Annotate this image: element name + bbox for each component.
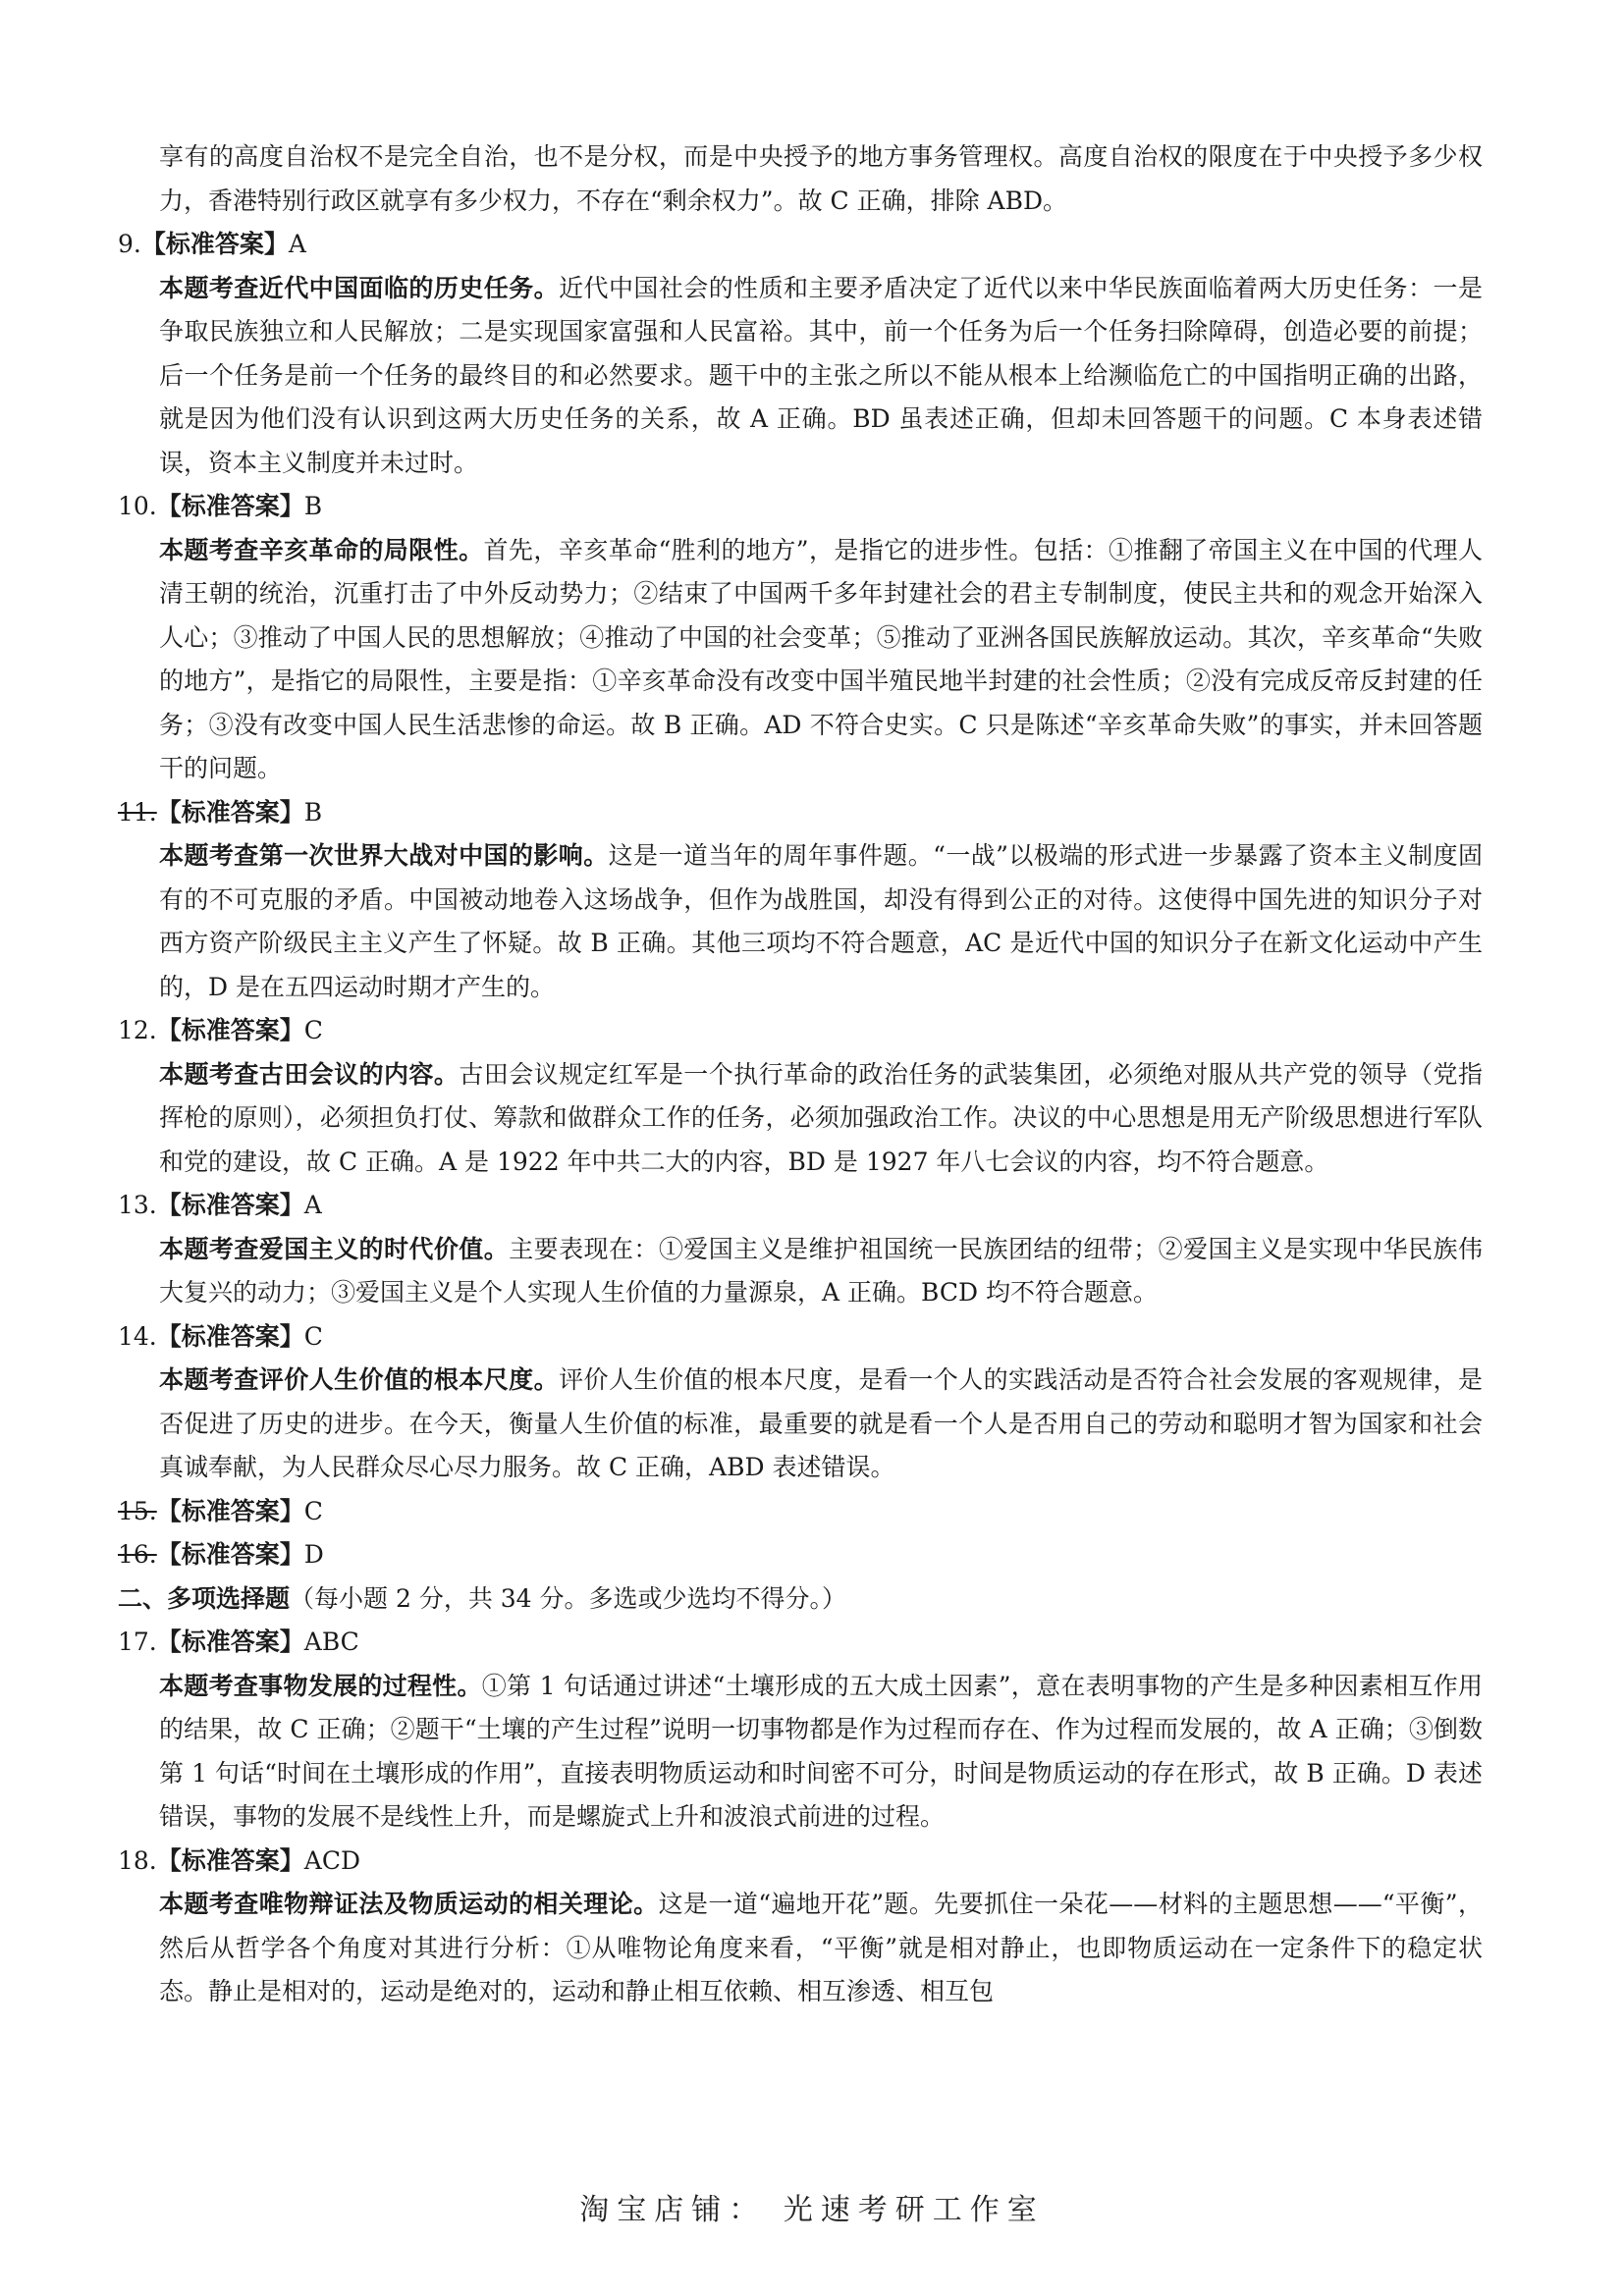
- answer-line-11: [118, 791, 1483, 835]
- answer-line-14: [118, 1315, 1483, 1360]
- question-number: 17.: [118, 1628, 157, 1656]
- answer-tag: 【标准答案】: [156, 1321, 304, 1351]
- explanation-topic: 本题考查近代中国面临的历史任务。: [159, 273, 560, 302]
- answer-line-9: [118, 223, 1483, 267]
- answer-value: ABC: [303, 1628, 359, 1656]
- explanation-text: ①第 1 句话通过讲述“土壤形成的五大成土因素”，意在表明事物的产生是多种因素相互作用的结果，故 C 正确；②题干“土壤的产生过程”说明一切事物都是作为过程而存在、作为过程而发展的，故 A 正确；③倒数第 1 句话“时间在土壤形成的作用”，直接表明物质运动和时间密不可分，时间是物质运动的存在形式，故 B 正确。D 表述错误，事物的发展不是线性上升，而是螺旋式上升和波浪式前进的过程。: [159, 1671, 1483, 1831]
- explanation-9: [159, 267, 1483, 486]
- explanation-text: 评价人生价值的根本尺度，是看一个人的实践活动是否符合社会发展的客观规律，是否促进了历史的进步。在今天，衡量人生价值的标准，最重要的就是看一个人是否用自己的劳动和聪明才智为国家和社会真诚奉献，为人民群众尽心尽力服务。故 C 正确，ABD 表述错误。: [159, 1365, 1483, 1481]
- explanation-18: [159, 1883, 1483, 2014]
- page-footer: 淘宝店铺： 光速考研工作室: [579, 2193, 1045, 2227]
- answer-line-12: [118, 1009, 1483, 1053]
- question-number: 18.: [118, 1845, 157, 1875]
- answer-line-16: [118, 1533, 1483, 1577]
- answer-value: C: [303, 1496, 323, 1525]
- question-number: 14.: [118, 1321, 157, 1351]
- answer-tag: 【标准答案】: [156, 1845, 304, 1875]
- explanation-topic: 本题考查辛亥革命的局限性。: [159, 535, 484, 564]
- question-number: 15.: [118, 1496, 157, 1525]
- explanation-10: [159, 529, 1483, 791]
- page-content: [118, 135, 1483, 2014]
- answer-line-17: [118, 1621, 1483, 1665]
- answer-tag: 【标准答案】: [156, 1191, 304, 1219]
- answer-value: ACD: [303, 1845, 361, 1875]
- explanation-13: [159, 1228, 1483, 1315]
- question-number: 9.: [118, 230, 141, 258]
- explanation-topic: 本题考查事物发展的过程性。: [159, 1671, 482, 1700]
- answer-value: B: [303, 492, 323, 520]
- answer-tag: 【标准答案】: [156, 492, 304, 520]
- question-number: 16.: [118, 1540, 157, 1569]
- question-number: 10.: [118, 492, 157, 520]
- section-heading: [118, 1577, 1483, 1622]
- answer-tag: 【标准答案】: [156, 797, 304, 827]
- section-note: （每小题 2 分，共 34 分。多选或少选均不得分。）: [290, 1583, 847, 1613]
- explanation-topic: 本题考查评价人生价值的根本尺度。: [159, 1365, 560, 1394]
- answer-tag: 【标准答案】: [156, 1496, 304, 1525]
- answer-line-18: [118, 1840, 1483, 1884]
- answer-tag: 【标准答案】: [156, 1540, 304, 1569]
- explanation-text: 近代中国社会的性质和主要矛盾决定了近代以来中华民族面临着两大历史任务：一是争取民族独立和人民解放；二是实现国家富强和人民富裕。其中，前一个任务为后一个任务扫除障碍，创造必要的前提；后一个任务是前一个任务的最终目的和必然要求。题干中的主张之所以不能从根本上给濒临危亡的中国指明正确的出路，就是因为他们没有认识到这两大历史任务的关系，故 A 正确。BD 虽表述正确，但却未回答题干的问题。C 本身表述错误，资本主义制度并未过时。: [159, 273, 1483, 477]
- answer-value: A: [288, 230, 306, 258]
- explanation-12: [159, 1053, 1483, 1185]
- answer-value: A: [303, 1191, 322, 1219]
- answer-value: B: [303, 797, 323, 827]
- explanation-text: 主要表现在：①爱国主义是维护祖国统一民族团结的纽带；②爱国主义是实现中华民族伟大复兴的动力；③爱国主义是个人实现人生价值的力量源泉，A 正确。BCD 均不符合题意。: [159, 1234, 1483, 1307]
- question-number: 13.: [118, 1191, 157, 1219]
- section-title: 二、多项选择题: [118, 1583, 291, 1613]
- answer-value: C: [303, 1321, 323, 1351]
- answer-line-13: [118, 1184, 1483, 1228]
- answer-value: C: [303, 1016, 323, 1044]
- answer-value: D: [303, 1540, 324, 1569]
- answer-line-10: [118, 485, 1483, 529]
- explanation-topic: 本题考查唯物辩证法及物质运动的相关理论。: [159, 1890, 659, 1918]
- explanation-text: 这是一道“遍地开花”题。先要抓住一朵花——材料的主题思想——“平衡”，然后从哲学各个角度对其进行分析：①从唯物论角度来看，“平衡”就是相对静止，也即物质运动在一定条件下的稳定状态。静止是相对的，运动是绝对的，运动和静止相互依赖、相互渗透、相互包: [159, 1890, 1483, 2005]
- question-number: 12.: [118, 1016, 157, 1044]
- answer-tag: 【标准答案】: [156, 1016, 304, 1044]
- explanation-text: 这是一道当年的周年事件题。“一战”以极端的形式进一步暴露了资本主义制度固有的不可克服的矛盾。中国被动地卷入这场战争，但作为战胜国，却没有得到公正的对待。这使得中国先进的知识分子对西方资产阶级民主主义产生了怀疑。故 B 正确。其他三项均不符合题意，AC 是近代中国的知识分子在新文化运动中产生的，D 是在五四运动时期才产生的。: [159, 841, 1483, 1001]
- explanation-17: [159, 1665, 1483, 1840]
- intro-paragraph: 享有的高度自治权不是完全自治，也不是分权，而是中央授予的地方事务管理权。高度自治权的限度在于中央授予多少权力，香港特别行政区就享有多少权力，不存在“剩余权力”。故 C 正确，排除 ABD。: [159, 142, 1483, 215]
- answer-tag: 【标准答案】: [140, 230, 289, 258]
- answer-tag: 【标准答案】: [156, 1628, 304, 1656]
- explanation-text: 古田会议规定红军是一个执行革命的政治任务的武装集团，必须绝对服从共产党的领导（党指挥枪的原则），必须担负打仗、筹款和做群众工作的任务，必须加强政治工作。决议的中心思想是用无产阶级思想进行军队和党的建设，故 C 正确。A 是 1922 年中共二大的内容，BD 是 1927 年八七会议的内容，均不符合题意。: [159, 1059, 1483, 1176]
- explanation-14: [159, 1359, 1483, 1490]
- answer-line-15: [118, 1490, 1483, 1534]
- question-number: 11.: [118, 797, 157, 827]
- explanation-topic: 本题考查古田会议的内容。: [159, 1059, 460, 1089]
- explanation-topic: 本题考查第一次世界大战对中国的影响。: [159, 841, 609, 870]
- explanation-text: 首先，辛亥革命“胜利的地方”，是指它的进步性。包括：①推翻了帝国主义在中国的代理人清王朝的统治，沉重打击了中外反动势力；②结束了中国两千多年封建社会的君主专制制度，使民主共和的观念开始深入人心；③推动了中国人民的思想解放；④推动了中国的社会变革；⑤推动了亚洲各国民族解放运动。其次，辛亥革命“失败的地方”，是指它的局限性，主要是指：①辛亥革命没有改变中国半殖民地半封建的社会性质；②没有完成反帝反封建的任务；③没有改变中国人民生活悲惨的命运。故 B 正确。AD 不符合史实。C 只是陈述“辛亥革命失败”的事实，并未回答题干的问题。: [159, 535, 1483, 782]
- explanation-11: [159, 834, 1483, 1009]
- explanation-topic: 本题考查爱国主义的时代价值。: [159, 1234, 510, 1263]
